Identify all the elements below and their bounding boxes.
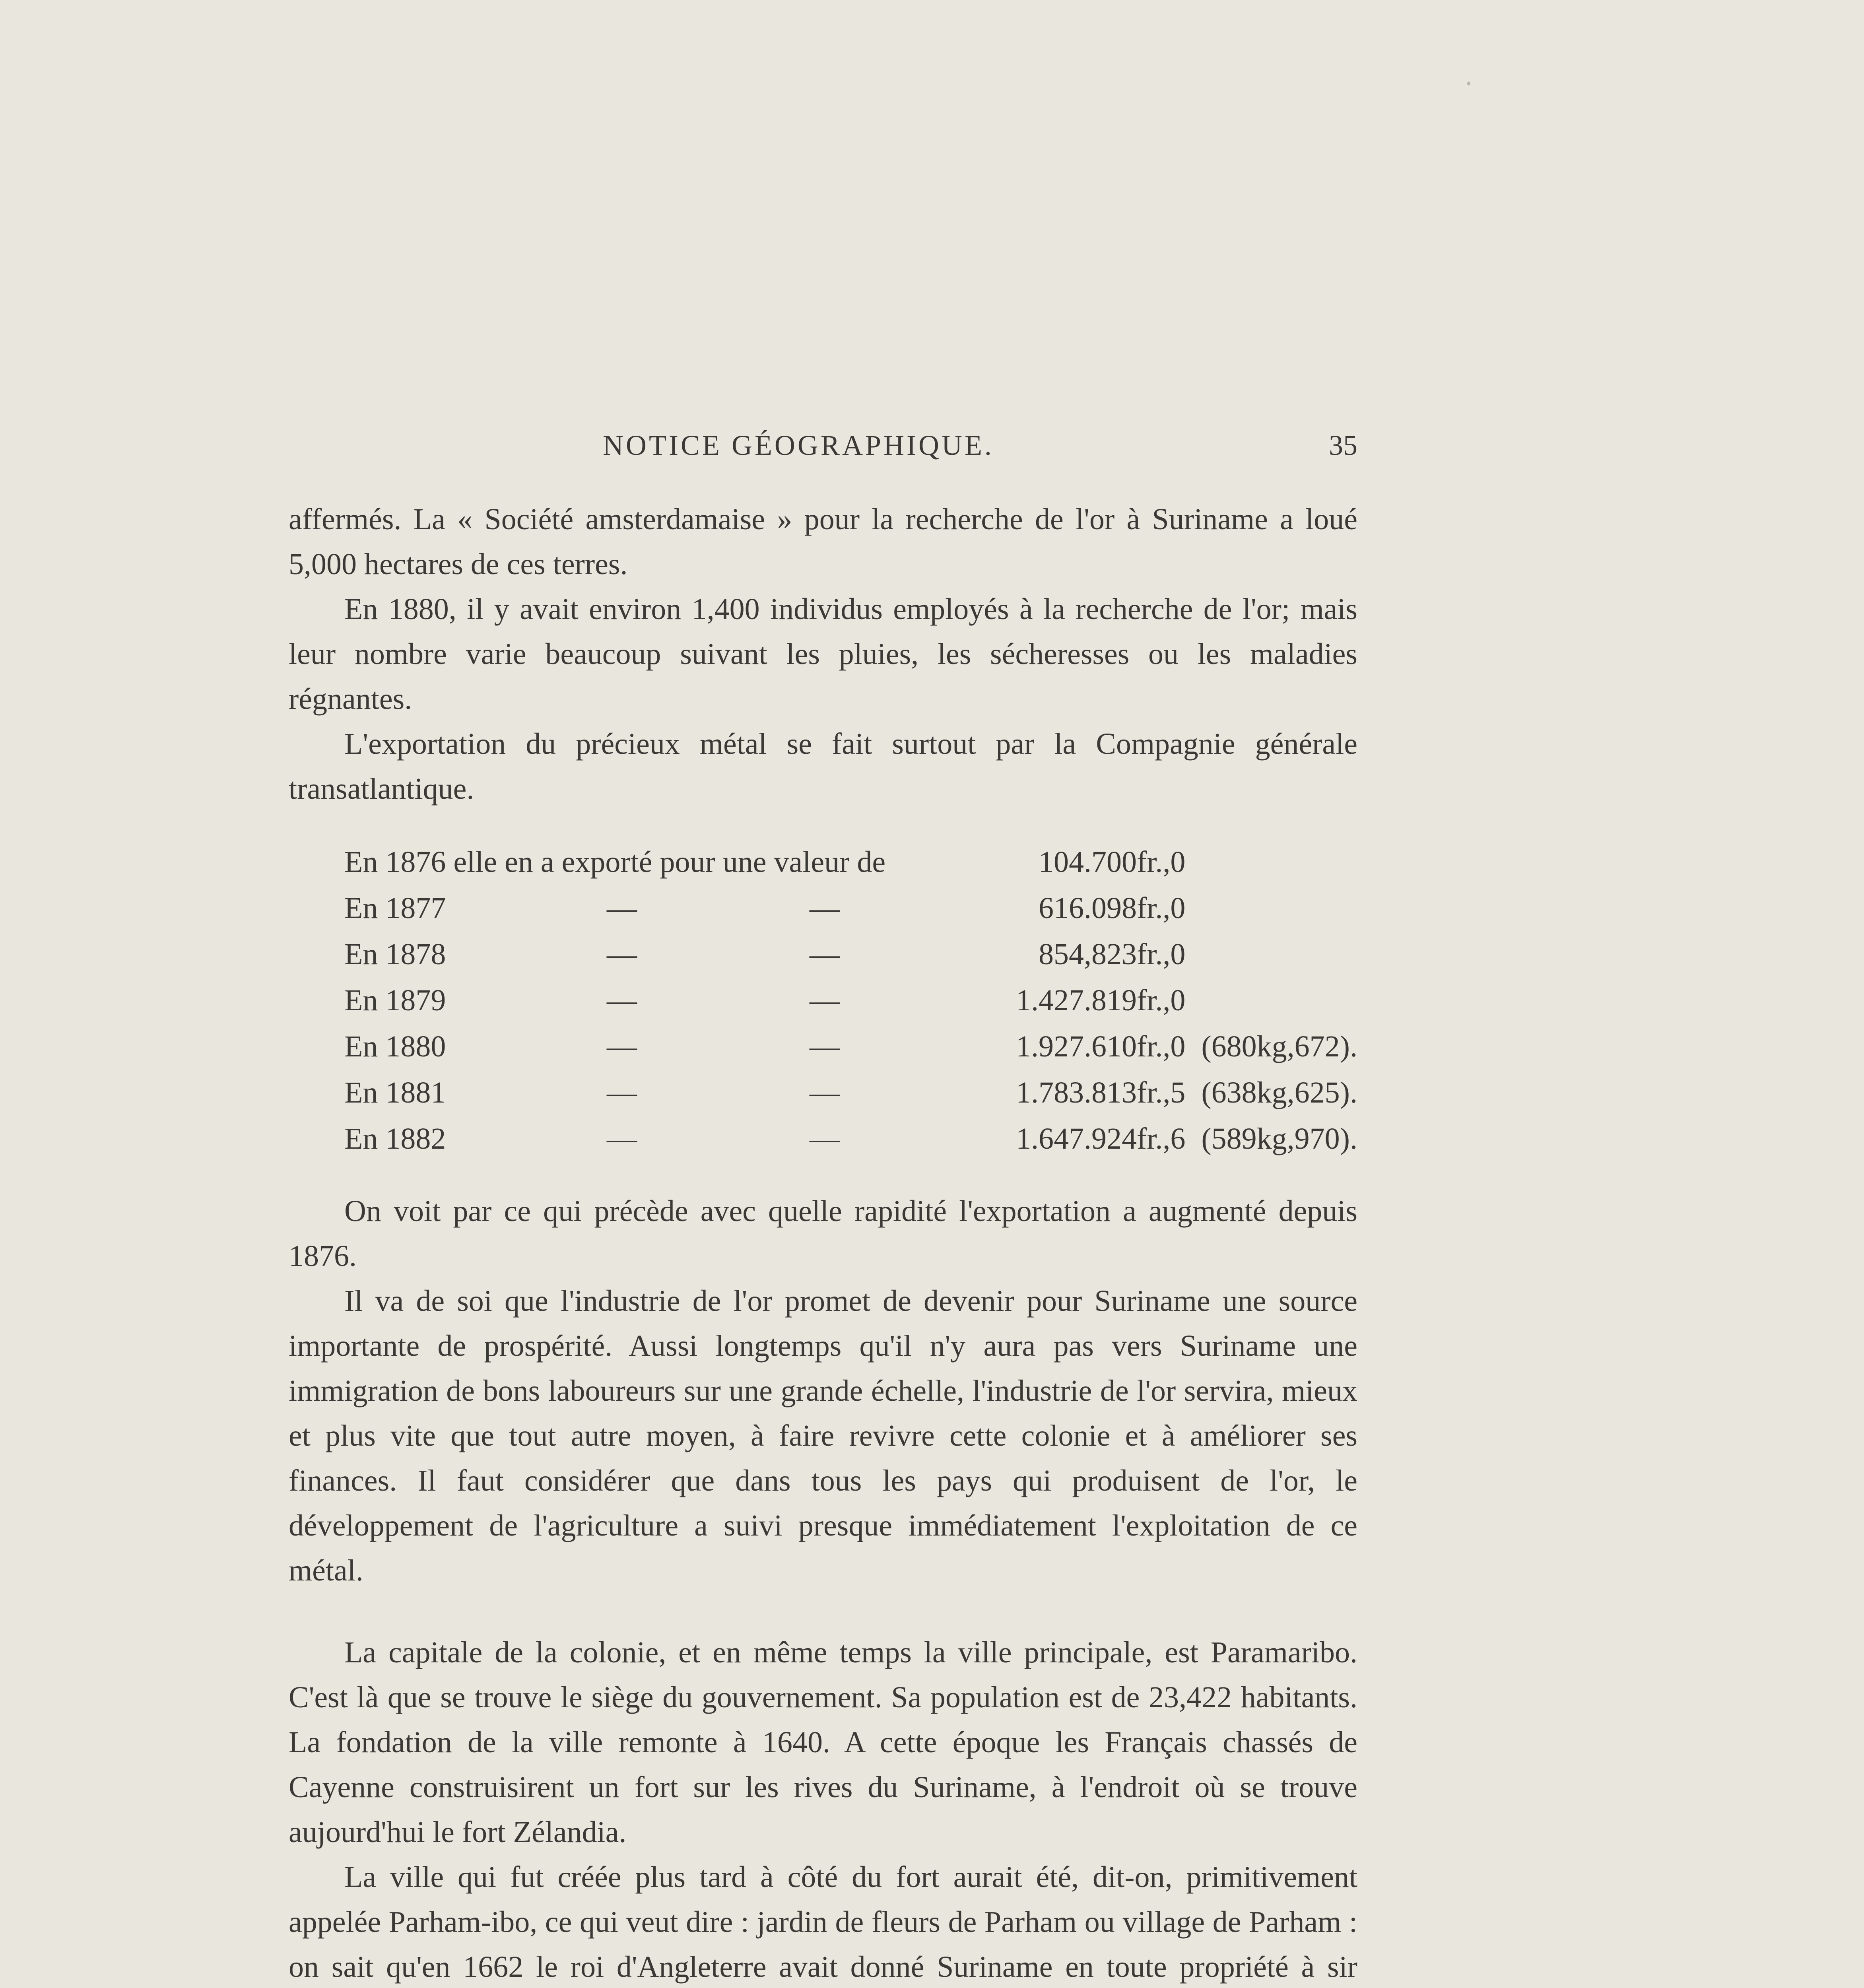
export-weight-cell [1185,977,1357,1023]
export-value-cell [940,839,1185,885]
export-value: 1.927.610fr.,0 [1015,1030,1186,1063]
year-label-cell [344,1116,940,1162]
ditto-dash: — [607,1030,637,1063]
paragraph: affermés. La « Société amsterdamaise » pour la recherche de l'or à Suriname a loué 5,000 hectares de ces terres. [289,503,1357,581]
paragraph: On voit par ce qui précède avec quelle rapidité l'exportation a augmenté depuis 1876. [289,1194,1357,1273]
year-label-cell [344,885,940,931]
export-weight-cell [1185,839,1357,885]
paper-speck [1467,82,1470,85]
table-row [344,885,1357,931]
year-label: En 1876 elle en a exporté pour une valeur de [344,845,886,879]
export-weight: (680kg,672). [1201,1030,1357,1063]
ditto-dash: — [607,1076,637,1109]
year-label-cell [344,839,940,885]
export-value-cell [940,1023,1185,1070]
paragraph: L'exportation du précieux métal se fait surtout par la Compagnie générale transatlantique. [289,727,1357,806]
year-label: En 1879 [344,984,446,1017]
exports-table-body [344,839,1357,1162]
ditto-dash: — [810,1030,840,1063]
text-block-gold-intro [289,497,1357,812]
year-label: En 1880 [344,1030,446,1063]
ditto-dash: — [607,938,637,971]
ditto-dash: — [607,984,637,1017]
paragraph: La capitale de la colonie, et en même temps la ville principale, est Paramaribo. C'est là que se trouve le siège du gouvernement. Sa population est de 23,422 habitants. La fondation de la ville remonte à 1640. A cette époque les Français chassés de Cayenne construisirent un fort sur les rives du Suriname, à l'endroit où se trouve aujourd'hui le fort Zélandia. [289,1636,1357,1849]
table-row [344,1070,1357,1116]
year-label: En 1882 [344,1122,446,1155]
running-head [289,421,1357,469]
ditto-dash: — [810,938,840,971]
year-label-cell [344,977,940,1023]
page-number: 35 [1329,429,1357,461]
ditto-dash: — [810,891,840,925]
year-label-wrap [344,885,940,931]
year-label-cell [344,1023,940,1070]
paragraph: En 1880, il y avait environ 1,400 individus employés à la recherche de l'or; mais leur nombre varie beaucoup suivant les pluies, les sécheresses ou les maladies régnantes. [289,592,1357,716]
export-value: 1.647.924fr.,6 [1015,1122,1186,1155]
export-weight-cell [1185,1116,1357,1162]
ditto-dash: — [607,1122,637,1155]
ditto-dash: — [810,1122,840,1155]
text-block-gold-conclusion [289,1189,1357,1593]
year-label-wrap [344,1070,940,1116]
table-row [344,1023,1357,1070]
table-row [344,1116,1357,1162]
table-row [344,977,1357,1023]
export-value: 1.783.813fr.,5 [1015,1076,1186,1109]
year-label-wrap [344,1116,940,1162]
export-weight-cell [1185,885,1357,931]
table-row [344,839,1357,885]
ditto-dash: — [810,1076,840,1109]
table-row [344,931,1357,977]
gold-exports-table [344,839,1357,1162]
export-value-cell [940,885,1185,931]
export-weight-cell [1185,1070,1357,1116]
year-label: En 1878 [344,938,446,971]
export-value: 616.098fr.,0 [1038,891,1186,925]
text-block-paramaribo [289,1630,1357,1988]
year-label: En 1881 [344,1076,446,1109]
export-value-cell [940,1070,1185,1116]
ditto-dash: — [607,891,637,925]
export-value-cell [940,931,1185,977]
export-weight-cell [1185,1023,1357,1070]
year-label-wrap [344,1023,940,1070]
ditto-dash: — [810,984,840,1017]
year-label-wrap [344,839,940,885]
year-label-cell [344,931,940,977]
year-label-wrap [344,977,940,1023]
export-weight: (638kg,625). [1201,1076,1357,1109]
year-label-cell [344,1070,940,1116]
export-value-cell [940,977,1185,1023]
export-value: 854,823fr.,0 [1038,938,1186,971]
export-weight: (589kg,970). [1201,1122,1357,1155]
paragraph: Il va de soi que l'industrie de l'or promet de devenir pour Suriname une source importante de prospérité. Aussi longtemps qu'il n'y aura pas vers Suriname une immigration de bons laboureurs sur une grande échelle, l'industrie de l'or servira, mieux et plus vite que tout autre moyen, à faire revivre cette colonie et à améliorer ses finances. Il faut considérer que dans tous les pays qui produisent de l'or, le développement de l'agriculture a suivi presque immédiatement l'exploitation de ce métal. [289,1284,1357,1587]
year-label: En 1877 [344,891,446,925]
year-label-wrap [344,931,940,977]
running-head-title: NOTICE GÉOGRAPHIQUE. [603,429,994,461]
export-value-cell [940,1116,1185,1162]
export-weight-cell [1185,931,1357,977]
export-value: 1.427.819fr.,0 [1015,984,1186,1017]
export-value: 104.700fr.,0 [1038,845,1186,879]
paragraph: La ville qui fut créée plus tard à côté du fort aurait été, dit-on, primitivement appelée Parham-ibo, ce qui veut dire : jardin de fleurs de Parham ou village de Parham : on sait qu'en 1662 le roi d'Angleterre avait donné Suriname en toute propriété à sir [289,1860,1357,1984]
